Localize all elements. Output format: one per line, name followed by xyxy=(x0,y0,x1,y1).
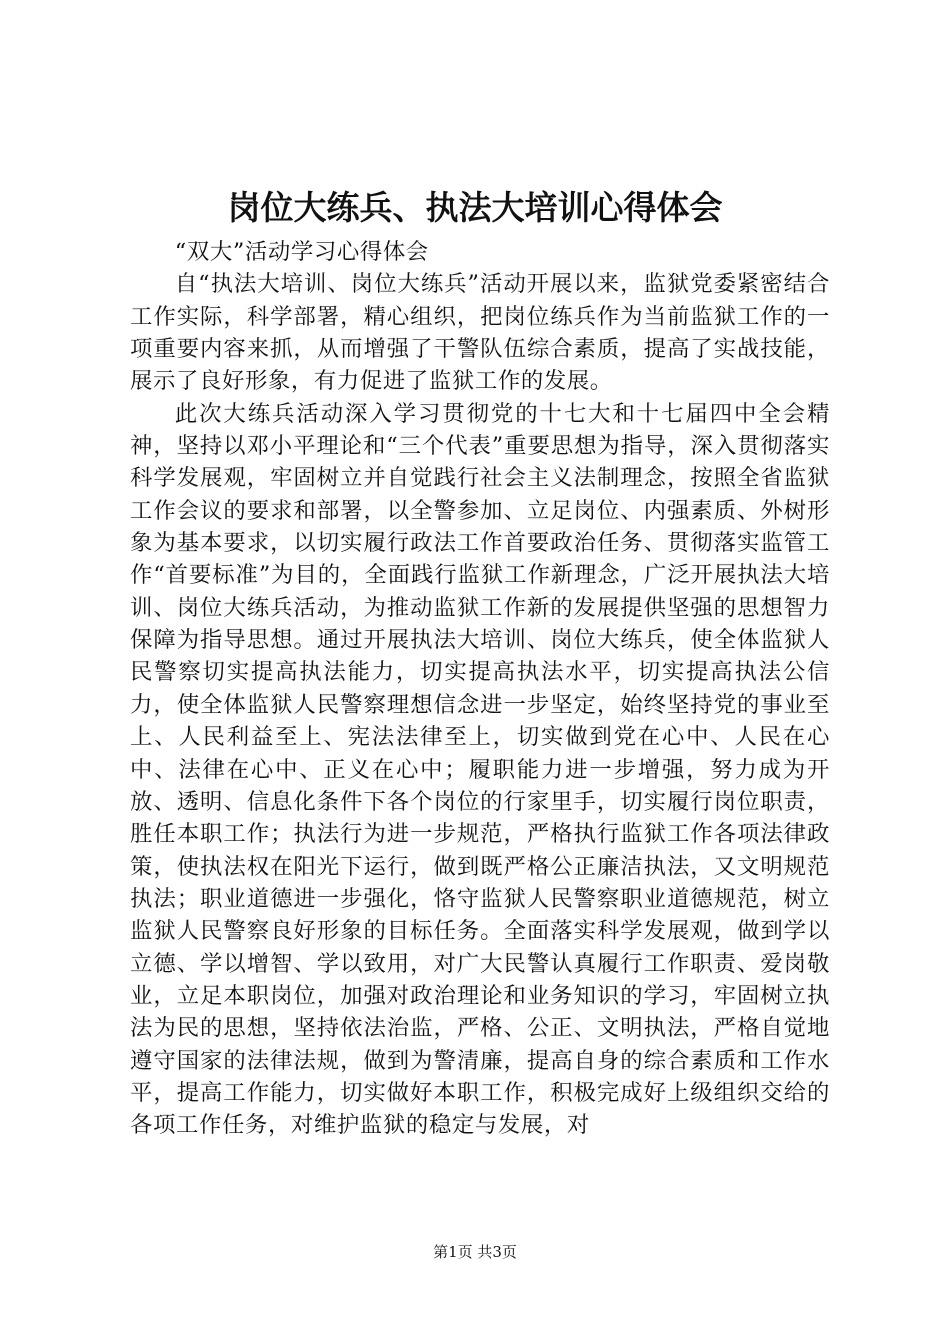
paragraph: 此次大练兵活动深入学习贯彻党的十七大和十七届四中全会精神，坚持以邓小平理论和“三个代表”重要思想为指导，深入贯彻落实科学发展观，牢固树立并自觉践行社会主义法制理念，按照全省监狱工作会议的要求和部署，以全警参加、立足岗位、内强素质、外树形象为基本要求，以切实履行政法工作首要政治任务、贯彻落实监管工作“首要标准”为目的，全面践行监狱工作新理念，广泛开展执法大培训、岗位大练兵活动，为推动监狱工作新的发展提供坚强的思想智力保障为指导思想。通过开展执法大培训、岗位大练兵，使全体监狱人民警察切实提高执法能力，切实提高执法水平，切实提高执法公信力，使全体监狱人民警察理想信念进一步坚定，始终坚持党的事业至上、人民利益至上、宪法法律至上，切实做到党在心中、人民在心中、法律在心中、正义在心中；履职能力进一步增强，努力成为开放、透明、信息化条件下各个岗位的行家里手，切实履行岗位职责，胜任本职工作；执法行为进一步规范，严格执行监狱工作各项法律政策，使执法权在阳光下运行，做到既严格公正廉洁执法，又文明规范执法；职业道德进一步强化，恪守监狱人民警察职业道德规范，树立监狱人民警察良好形象的目标任务。全面落实科学发展观，做到学以立德、学以增智、学以致用，对广大民警认真履行工作职责、爱岗敬业，立足本职岗位，加强对政治理论和业务知识的学习，牢固树立执法为民的思想，坚持依法治监，严格、公正、文明执法，严格自觉地遵守国家的法律法规，做到为警清廉，提高自身的综合素质和工作水平，提高工作能力，切实做好本职工作，积极完成好上级组织交给的各项工作任务，对维护监狱的稳定与发展，对 xyxy=(130,400,830,1139)
page-footer: 第1页 共3页 xyxy=(433,1243,517,1261)
document-body xyxy=(130,236,830,1142)
paragraph-subtitle: “双大”活动学习心得体会 xyxy=(174,239,429,265)
page-title: 岗位大练兵、执法大培训心得体会 xyxy=(227,188,723,227)
paragraph: 自“执法大培训、岗位大练兵”活动开展以来，监狱党委紧密结合工作实际，科学部署，精心组织，把岗位练兵作为当前监狱工作的一项重要内容来抓，从而增强了干警队伍综合素质，提高了实战技能，展示了良好形象，有力促进了监狱工作的发展。 xyxy=(130,271,830,395)
